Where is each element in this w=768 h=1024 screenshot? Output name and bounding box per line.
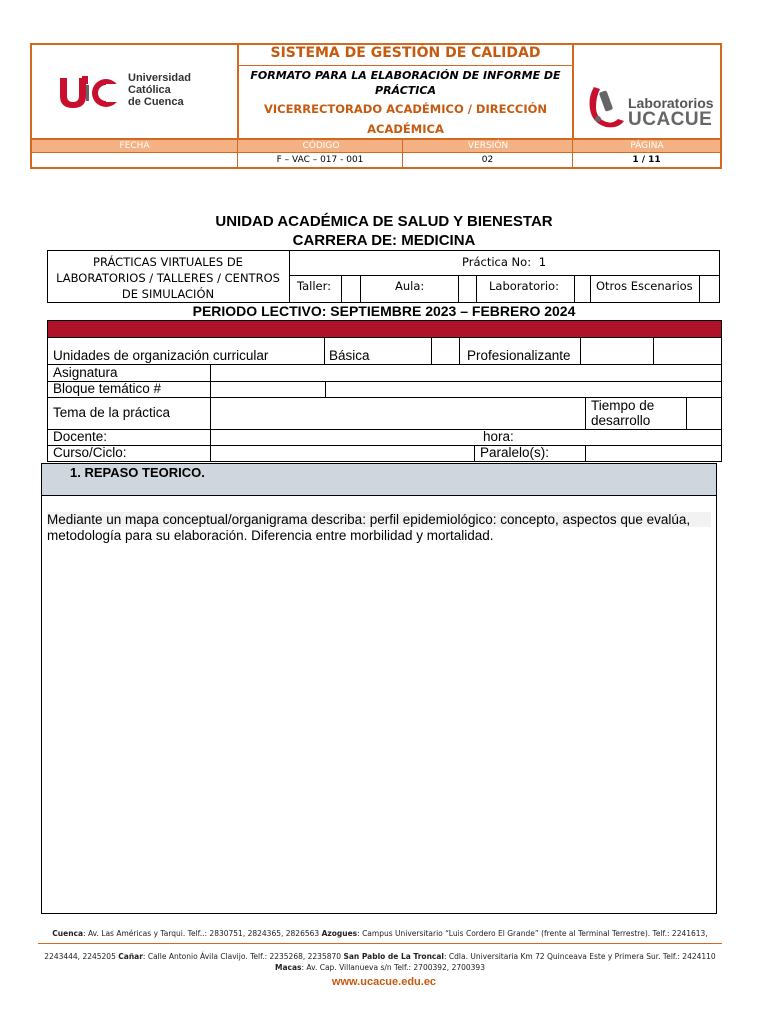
table-divider (459, 337, 460, 364)
table-divider (325, 381, 326, 397)
table-divider (590, 275, 591, 303)
table-divider (47, 337, 722, 338)
profesionalizante-label: Profesionalizante (467, 348, 571, 363)
footer-address-line3 (38, 963, 722, 973)
unit-title: UNIDAD ACADÉMICA DE SALUD Y BIENESTAR (215, 213, 553, 230)
header-divider (572, 43, 574, 138)
footer-text: : Campus Universitario “Luis Cordero El Grande” (frente al Terminal Terrestre). Telf.: 2241613, (357, 929, 708, 938)
table-divider (47, 429, 722, 430)
hora-label: hora: (483, 429, 514, 444)
table-divider (653, 337, 654, 364)
pagina-value: 1 / 11 (632, 155, 661, 165)
codigo-value: F – VAC – 017 - 001 (276, 155, 364, 165)
table-divider (699, 275, 700, 303)
vice-title: VICERRECTORADO ACADÉMICO / DIRECCIÓN ACADÉMICA (263, 102, 548, 136)
docente-label: Docente: (53, 429, 108, 444)
fecha-value (32, 153, 237, 168)
system-title: SISTEMA DE GESTIÓN DE CALIDAD (270, 45, 541, 61)
footer-text: : Calle Antonio Ávila Clavijo. Telf.: 2235268, 2235870 (142, 952, 344, 961)
table-divider (341, 275, 342, 303)
table-divider (431, 337, 432, 364)
asignatura-label: Asignatura (53, 365, 118, 380)
table-divider (476, 275, 477, 303)
footer-address-line1 (38, 929, 722, 939)
table-divider (360, 275, 361, 303)
table-divider (585, 397, 586, 429)
table-divider (580, 337, 581, 364)
laboratorio-label: Laboratorio: (489, 279, 559, 293)
red-band (48, 321, 721, 337)
repaso-title: 1. REPASO TEORICO. (70, 465, 205, 480)
table-divider (47, 445, 722, 446)
university-logo (42, 62, 224, 118)
table-divider (289, 250, 290, 303)
curso-label: Curso/Ciclo: (53, 445, 127, 460)
footer-city: Azogues (321, 929, 358, 938)
table-divider (574, 275, 575, 303)
university-logo-text: Universidad (128, 72, 191, 84)
aula-label: Aula: (395, 279, 425, 293)
paralelo-label: Paralelo(s): (480, 445, 550, 460)
footer-city: Macas (275, 963, 302, 972)
bloque-label: Bloque temático # (53, 381, 162, 396)
table-divider (324, 337, 325, 364)
header-divider (239, 65, 572, 66)
practica-no-value: 1 (538, 255, 547, 269)
otros-escenarios-label: Otros Escenarios (596, 279, 693, 293)
lab-logo-text: UCACUE (628, 109, 713, 130)
footer-text: : Av. Cap. Villanueva s/n Telf.: 2700392, 2700393 (301, 963, 485, 972)
footer-address-line2 (38, 952, 722, 962)
column-header: FECHA (119, 141, 150, 151)
tiempo-label: Tiempo de desarrollo (591, 398, 655, 428)
footer-city: Cañar (118, 952, 143, 961)
footer-city: San Pablo de La Troncal (343, 952, 444, 961)
column-header: CÓDIGO (302, 141, 340, 151)
university-logo-text: de Cuenca (128, 96, 184, 108)
table-divider (47, 364, 722, 365)
laboratorios-logo (584, 79, 720, 135)
university-logo-text: Católica (128, 84, 171, 96)
table-divider (210, 364, 211, 462)
unidades-label: Unidades de organización curricular (53, 348, 269, 363)
table-divider (474, 445, 475, 462)
basica-label: Básica (329, 348, 370, 363)
column-header: PÁGINA (630, 141, 664, 151)
practice-type-label: PRÁCTICAS VIRTUALES DE LABORATORIOS / TALLERES / CENTROS DE SIMULACIÓN (56, 255, 280, 301)
table-divider (585, 445, 586, 462)
format-title: FORMATO PARA LA ELABORACIÓN DE INFORME DE PRÁCTICA (250, 69, 561, 97)
periodo-lectivo: PERIODO LECTIVO: SEPTIEMBRE 2023 – FEBRERO 2024 (192, 303, 576, 319)
footer-city: Cuenca (52, 929, 84, 938)
table-divider (686, 397, 687, 429)
table-divider (289, 275, 720, 276)
tema-label: Tema de la práctica (53, 405, 171, 420)
footer-divider (38, 943, 722, 944)
taller-label: Taller: (297, 279, 332, 293)
footer-website-link[interactable]: www.ucacue.edu.ec (331, 976, 437, 988)
version-value: 02 (481, 155, 494, 165)
repaso-instructions: Mediante un mapa conceptual/organigrama describa: perfil epidemiológico: concepto, aspectos que evalúa, metodología para su elaboración. Diferencia entre morbilidad y mortalidad. (47, 512, 691, 543)
lab-logo-text: Laboratorios (628, 95, 714, 111)
career-title: CARRERA DE: MEDICINA (292, 232, 476, 249)
footer-text: : Av. Las Américas y Tarqui. Telf..: 2830751, 2824365, 2826563 (83, 929, 322, 938)
footer-text: 2243444, 2245205 (44, 952, 119, 961)
practica-no-label: Práctica No: (462, 255, 532, 269)
table-divider (458, 275, 459, 303)
header-columns-band (32, 138, 720, 153)
column-header: VERSIÓN (467, 141, 509, 151)
footer-text: : Cdla. Universitaria Km 72 Quinceava Este y Primera Sur. Telf.: 2424110 (444, 952, 716, 961)
